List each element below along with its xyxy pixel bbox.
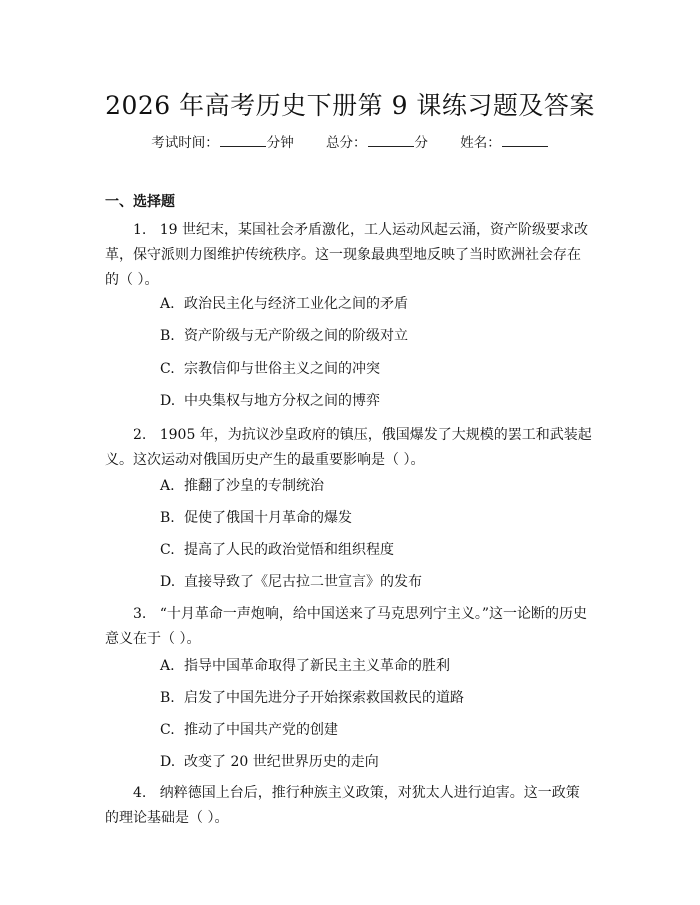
student-name-field bbox=[460, 131, 549, 151]
total-score-unit: 分 bbox=[414, 135, 428, 151]
option-letter: C. bbox=[160, 722, 175, 738]
question-1-option-a bbox=[160, 294, 408, 314]
student-name-label: 姓名： bbox=[460, 135, 501, 151]
question-2-option-b bbox=[160, 508, 352, 528]
question-2-option-c bbox=[160, 540, 394, 560]
question-3 bbox=[105, 602, 593, 652]
total-score-label: 总分： bbox=[326, 135, 367, 151]
question-1 bbox=[105, 218, 593, 293]
student-name-blank bbox=[502, 134, 548, 147]
option-text: 宗教信仰与世俗主义之间的冲突 bbox=[184, 361, 380, 377]
question-number: 2. bbox=[133, 427, 147, 443]
question-stem: 纳粹德国上台后，推行种族主义政策，对犹太人进行迫害。这一政策的理论基础是（ ）。 bbox=[105, 785, 580, 826]
question-2 bbox=[105, 423, 593, 473]
option-letter: C. bbox=[160, 361, 175, 377]
section-heading: 一、选择题 bbox=[105, 194, 175, 210]
question-3-option-c bbox=[160, 720, 338, 740]
option-text: 推动了中国共产党的创建 bbox=[184, 722, 338, 738]
question-4 bbox=[105, 781, 593, 831]
question-3-option-a bbox=[160, 656, 450, 676]
option-text: 政治民主化与经济工业化之间的矛盾 bbox=[184, 296, 408, 312]
option-text: 改变了 20 世纪世界历史的走向 bbox=[184, 754, 379, 770]
question-stem: 1905 年，为抗议沙皇政府的镇压，俄国爆发了大规模的罢工和武装起义。这次运动对俄国历史产生的最重要影响是（ ）。 bbox=[105, 427, 592, 468]
question-stem: “十月革命一声炮响，给中国送来了马克思列宁主义。”这一论断的历史意义在于（ ）。 bbox=[105, 606, 588, 647]
question-number: 1. bbox=[133, 222, 147, 238]
page-title: 2026 年高考历史下册第 9 课练习题及答案 bbox=[105, 91, 595, 120]
option-letter: A. bbox=[160, 478, 175, 494]
question-3-option-b bbox=[160, 688, 464, 708]
option-letter: B. bbox=[160, 510, 175, 526]
option-text: 启发了中国先进分子开始探索救国救民的道路 bbox=[184, 690, 464, 706]
option-letter: B. bbox=[160, 690, 175, 706]
option-letter: A. bbox=[160, 658, 175, 674]
option-letter: A. bbox=[160, 296, 175, 312]
question-number: 4. bbox=[133, 785, 147, 801]
total-score-field bbox=[326, 131, 428, 151]
exam-time-unit: 分钟 bbox=[266, 135, 294, 151]
option-text: 提高了人民的政治觉悟和组织程度 bbox=[184, 542, 394, 558]
exam-info-bar bbox=[0, 131, 700, 151]
option-text: 推翻了沙皇的专制统治 bbox=[184, 478, 324, 494]
total-score-blank bbox=[368, 134, 414, 147]
question-2-option-a bbox=[160, 476, 324, 496]
option-text: 直接导致了《尼古拉二世宣言》的发布 bbox=[184, 574, 422, 590]
option-letter: D. bbox=[160, 393, 176, 409]
option-text: 促使了俄国十月革命的爆发 bbox=[184, 510, 352, 526]
exam-time-label: 考试时间： bbox=[151, 135, 219, 151]
question-stem: 19 世纪末，某国社会矛盾激化，工人运动风起云涌，资产阶级要求改革，保守派则力图维护传统秩序。这一现象最典型地反映了当时欧洲社会存在的（ ）。 bbox=[105, 222, 588, 288]
question-1-option-d bbox=[160, 391, 380, 411]
exam-time-field bbox=[151, 131, 294, 151]
question-1-option-c bbox=[160, 359, 380, 379]
option-letter: B. bbox=[160, 328, 175, 344]
question-3-option-d bbox=[160, 752, 379, 772]
question-number: 3. bbox=[133, 606, 147, 622]
option-letter: D. bbox=[160, 754, 176, 770]
question-1-option-b bbox=[160, 326, 408, 346]
option-letter: D. bbox=[160, 574, 176, 590]
option-text: 指导中国革命取得了新民主主义革命的胜利 bbox=[184, 658, 450, 674]
option-letter: C. bbox=[160, 542, 175, 558]
option-text: 资产阶级与无产阶级之间的阶级对立 bbox=[184, 328, 408, 344]
exam-time-blank bbox=[220, 134, 266, 147]
option-text: 中央集权与地方分权之间的博弈 bbox=[184, 393, 380, 409]
question-2-option-d bbox=[160, 572, 422, 592]
